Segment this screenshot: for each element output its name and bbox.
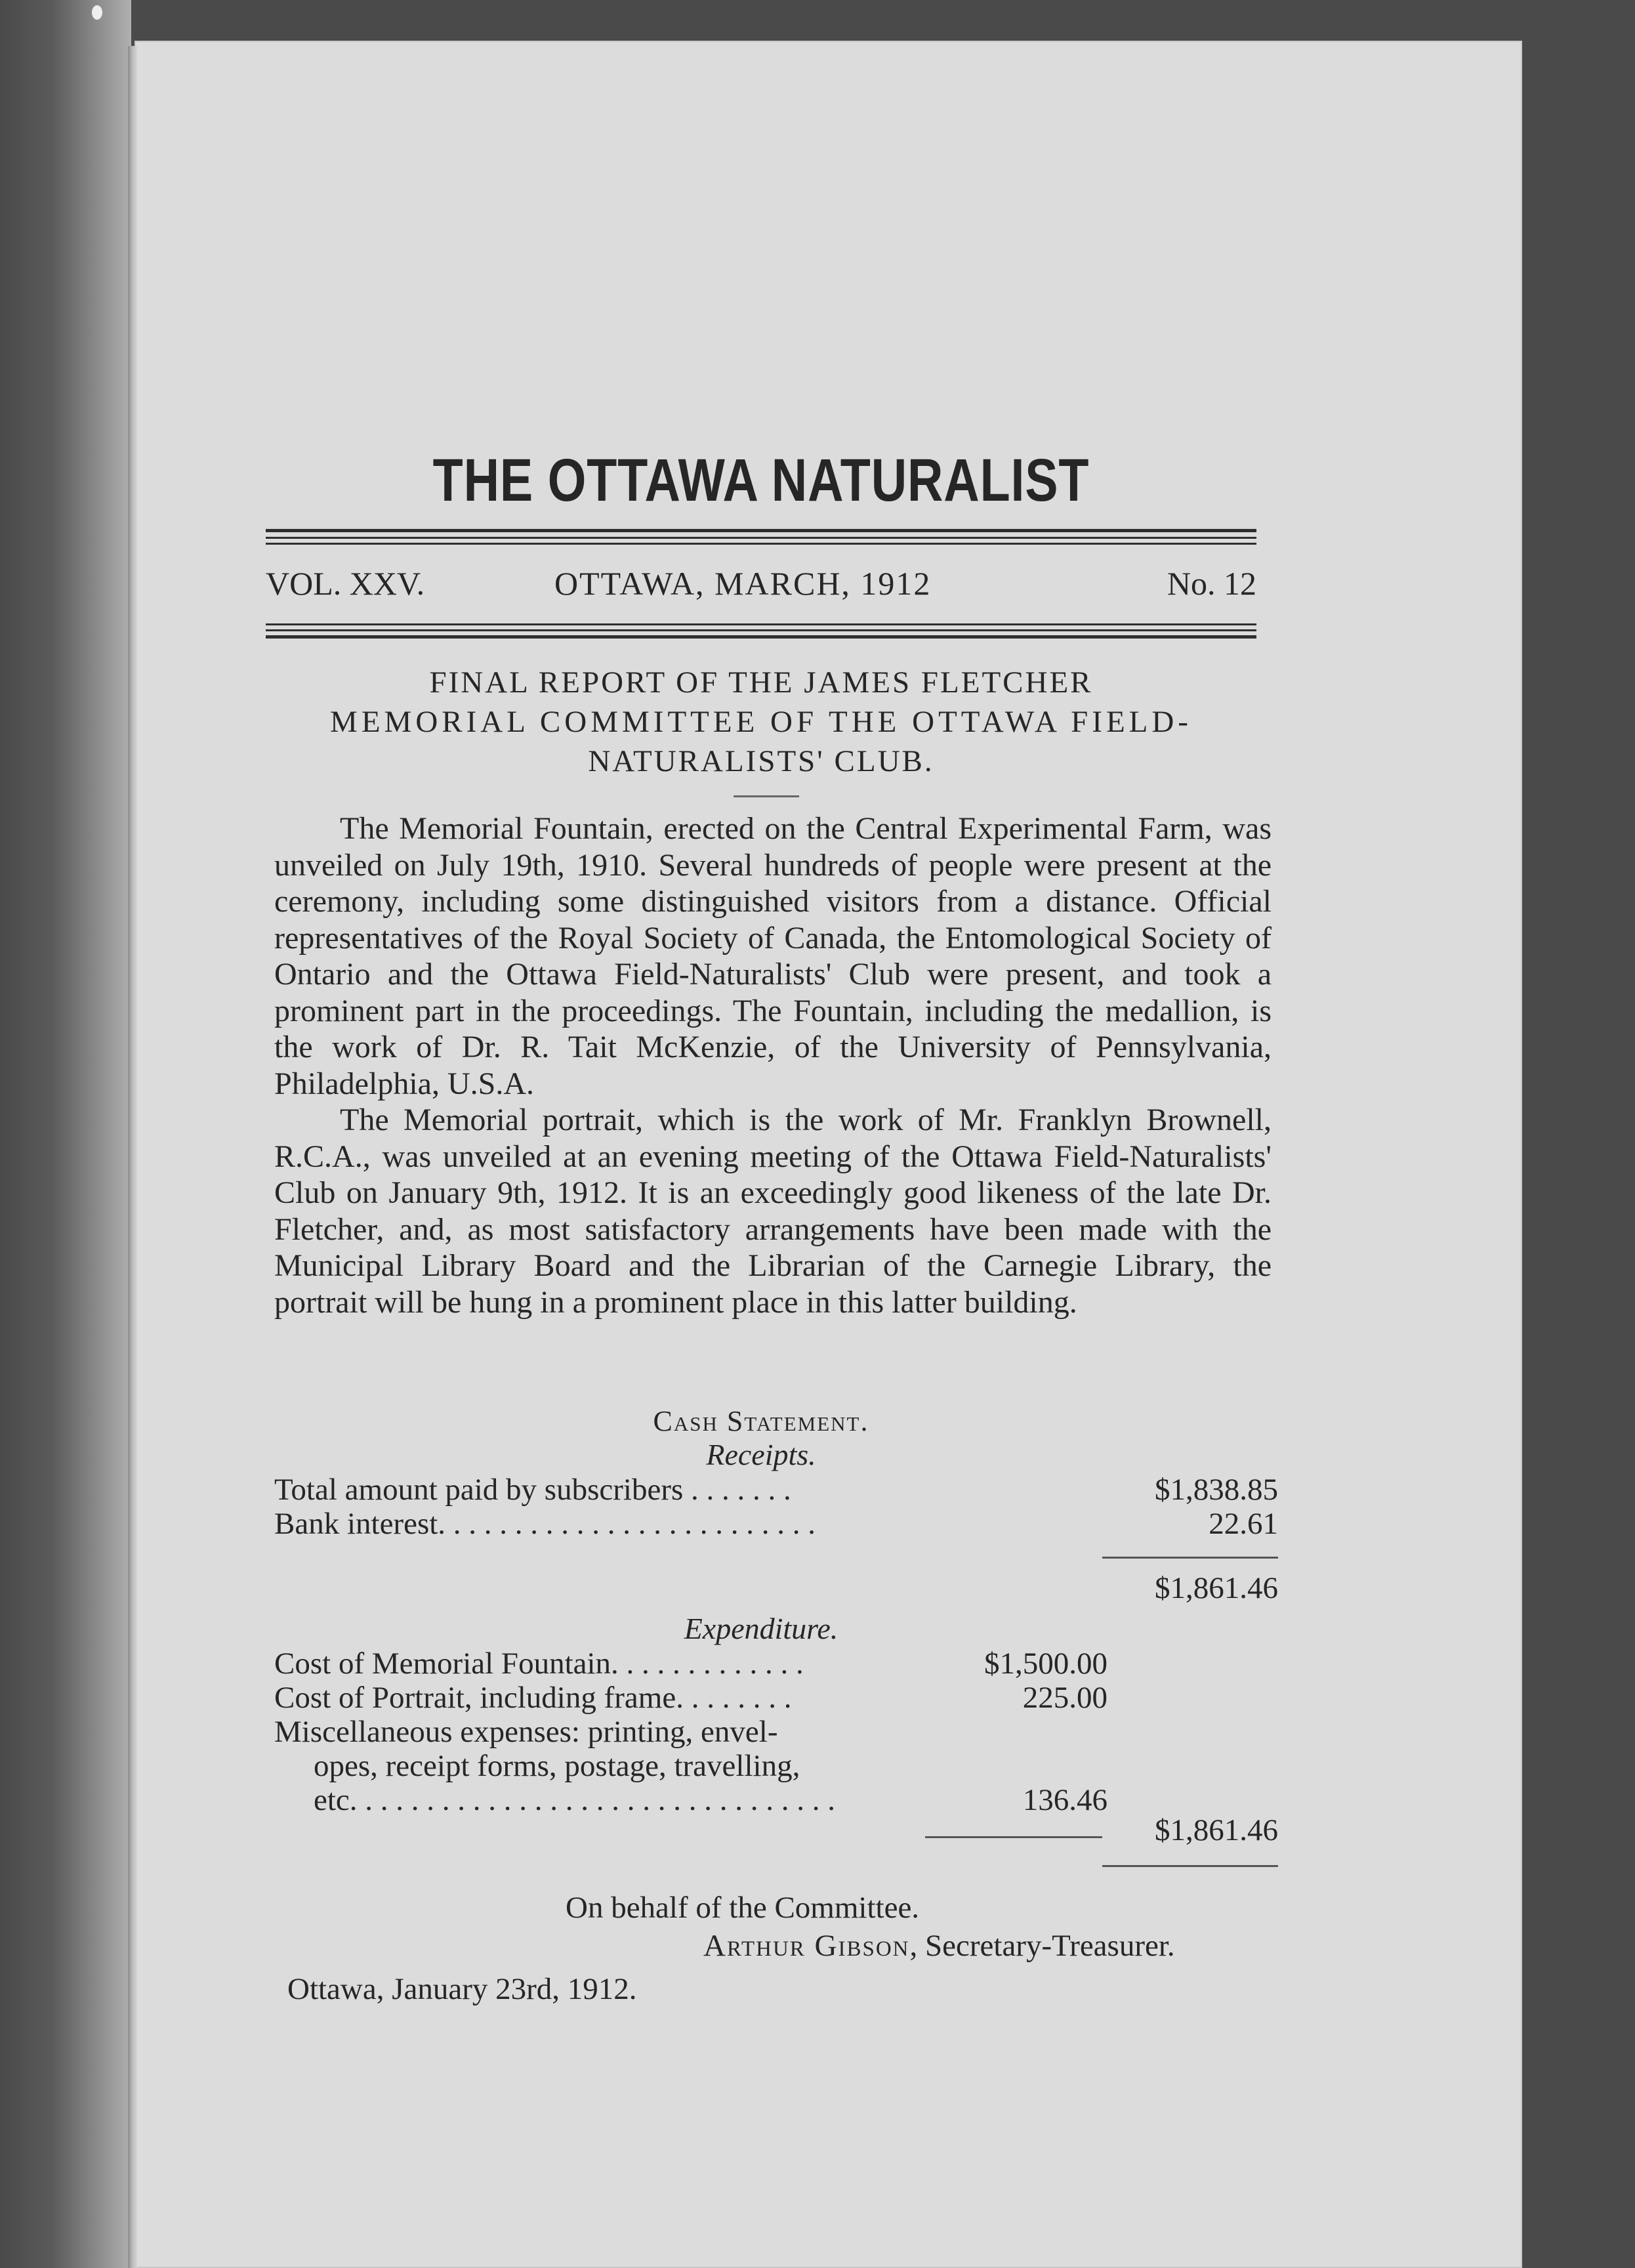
- expenditure-label: etc. . . . . . . . . . . . . . . . . . . . . . . . . . . . . . . .: [314, 1783, 836, 1817]
- expenditure-amount: 136.46: [1022, 1783, 1107, 1817]
- expenditure-heading: Expenditure.: [684, 1612, 838, 1645]
- masthead-title: THE OTTAWA NATURALIST: [432, 447, 1090, 514]
- binding-fold: [128, 46, 137, 2268]
- expenditure-label: Cost of Portrait, including frame. . . . . . . .: [274, 1681, 792, 1715]
- volume-label: VOL. XXV.: [266, 565, 425, 602]
- title-separator: [734, 795, 799, 797]
- cash-statement-heading: Cash Statement.: [653, 1405, 869, 1437]
- signatory-name: Arthur Gibson: [703, 1929, 910, 1963]
- signatory: [703, 1928, 1175, 1964]
- signatory-title: , Secretary-Treasurer.: [909, 1929, 1175, 1963]
- report-title-line: NATURALISTS' CLUB.: [588, 744, 934, 778]
- expenditure-amount: $1,500.00: [984, 1647, 1107, 1681]
- issue-number: No. 12: [1167, 565, 1256, 602]
- adjacent-page-edge: [0, 0, 131, 2268]
- issue-line: [266, 564, 1256, 610]
- rule-bottom-3: [266, 635, 1256, 639]
- sum-rule: [1102, 1557, 1278, 1559]
- expenditure-total: $1,861.46: [1155, 1813, 1278, 1847]
- rule-top-2: [266, 537, 1256, 539]
- report-body: [274, 810, 1272, 1320]
- subtotal-rule: [925, 1836, 1102, 1838]
- dateline: OTTAWA, MARCH, 1912: [554, 565, 932, 602]
- on-behalf-line: On behalf of the Committee.: [566, 1891, 920, 1925]
- paragraph: The Memorial portrait, which is the work of Mr. Franklyn Brownell, R.C.A., was unveiled at an evening meeting of the Ottawa Field-Naturalists' Club on January 9th, 1912. It is an exceedingly good likeness of the late Dr. Fletcher, and, as most satisfactory arrangements have been made with the Municipal Library Board and the Librarian of the Carnegie Library, the portrait will be hung in a prominent place in this latter building.: [274, 1102, 1272, 1320]
- rule-bottom-1: [266, 623, 1256, 625]
- rule-top-3: [266, 543, 1256, 545]
- place-date: Ottawa, January 23rd, 1912.: [287, 1972, 637, 2006]
- report-title-line: MEMORIAL COMMITTEE OF THE OTTAWA FIELD-: [330, 705, 1192, 739]
- rule-top-1: [266, 529, 1256, 532]
- report-title-line: FINAL REPORT OF THE JAMES FLETCHER: [429, 665, 1093, 700]
- rule-bottom-2: [266, 629, 1256, 631]
- expenditure-label: Miscellaneous expenses: printing, envel-: [274, 1715, 778, 1749]
- receipts-total: $1,861.46: [1155, 1571, 1278, 1605]
- receipt-label: Total amount paid by subscribers . . . . . . .: [274, 1473, 791, 1507]
- report-title: [266, 663, 1256, 781]
- expenditure-label: Cost of Memorial Fountain. . . . . . . . . . . . .: [274, 1647, 804, 1681]
- receipt-label: Bank interest. . . . . . . . . . . . . . . . . . . . . . . . .: [274, 1507, 816, 1541]
- total-rule: [1102, 1865, 1278, 1867]
- receipt-amount: 22.61: [1209, 1507, 1278, 1541]
- expenditure-amount: 225.00: [1022, 1681, 1107, 1715]
- receipt-amount: $1,838.85: [1155, 1473, 1278, 1507]
- receipts-heading: Receipts.: [706, 1438, 816, 1471]
- expenditure-label: opes, receipt forms, postage, travelling,: [314, 1749, 800, 1783]
- scan-speck: [92, 5, 102, 20]
- paragraph: The Memorial Fountain, erected on the Central Experimental Farm, was unveiled on July 19th, 1910. Several hundreds of people were present at the ceremony, including some distinguished visitors from a distance. Official representatives of the Royal Society of Canada, the Entomological Society of Ontario and the Ottawa Field-Naturalists' Club were present, and took a prominent part in the proceedings. The Fountain, including the medallion, is the work of Dr. R. Tait McKenzie, of the University of Pennsylvania, Philadelphia, U.S.A.: [274, 811, 1272, 1101]
